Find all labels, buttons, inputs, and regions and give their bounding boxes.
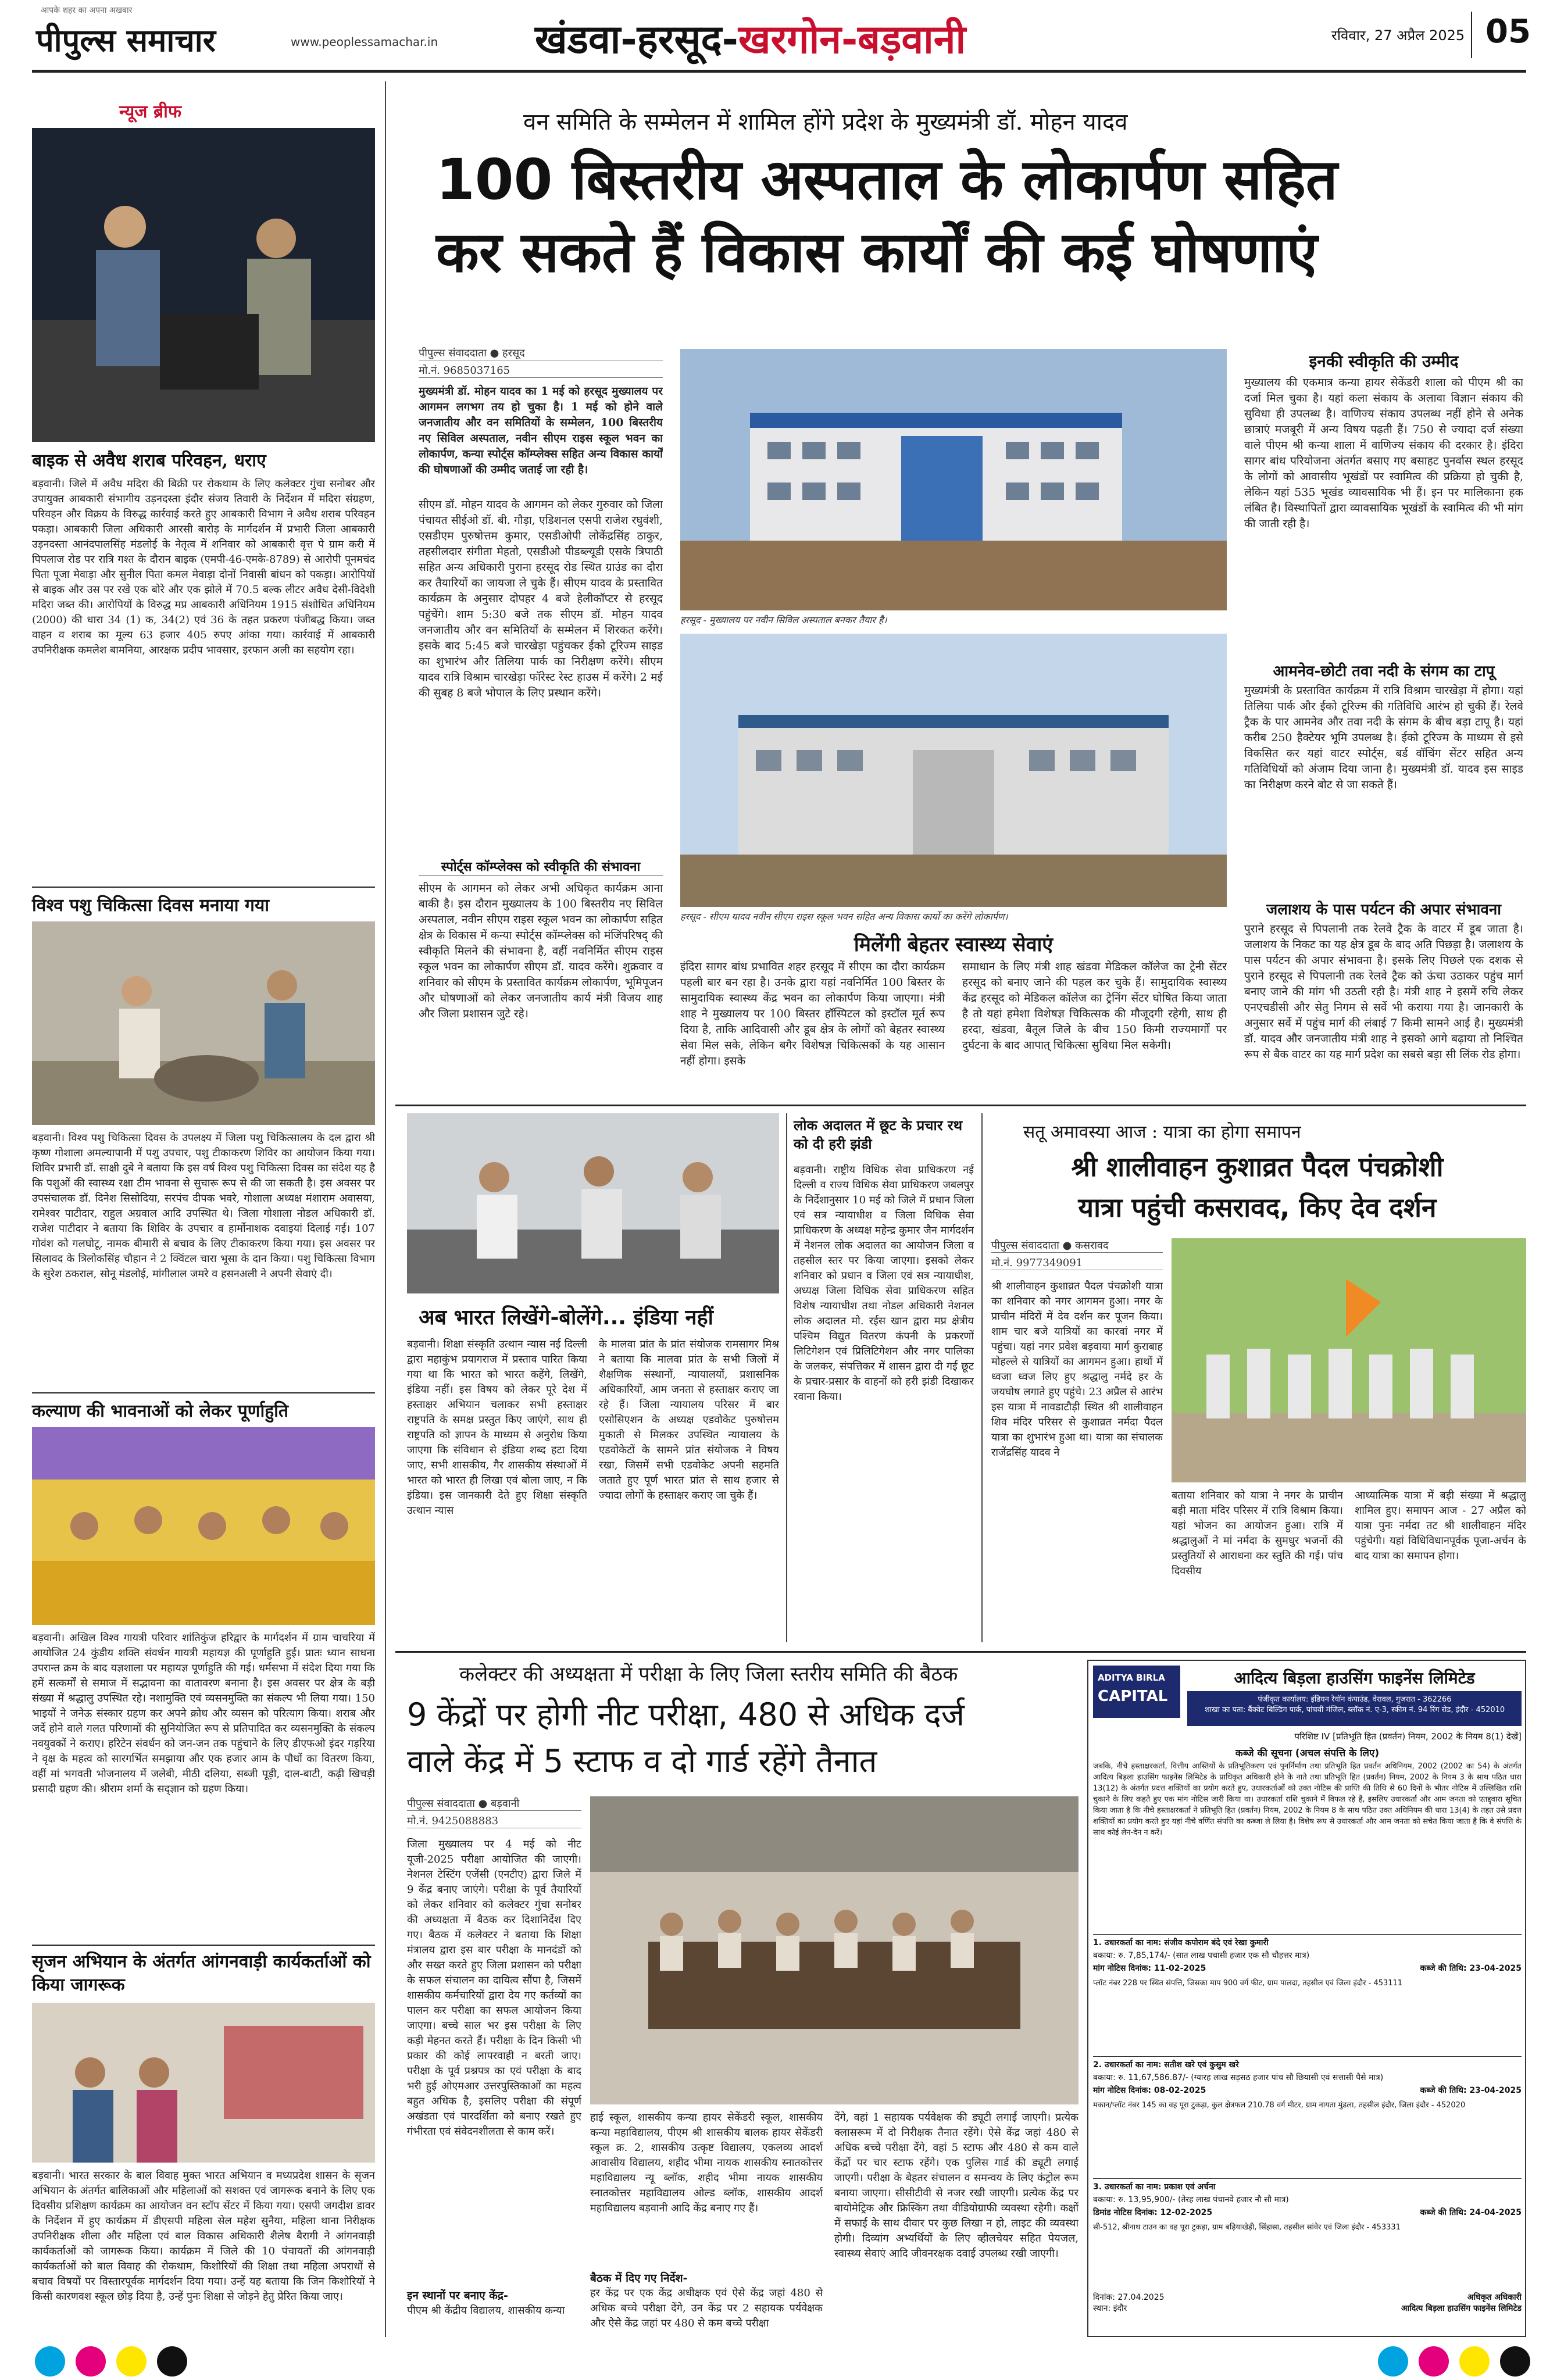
- neet-mobile: मो.नं. 9425088883: [407, 1814, 581, 1828]
- right-subhead-2: आमनेव-छोटी तवा नदी के संगम का टापू: [1273, 663, 1495, 680]
- right-body-3: पुराने हरसूद से पिपलानी तक रेलवे ट्रैक के वाटर में डूब जाता है। जलाशय के निकट का यह क्षेत्र डूब के बाद अति पिछड़ा है। जलाशय के पास पर्यटन की अपार संभावना है। इसके लिए पिछले एक दशक से पुराने हरसूद से पिपलानी तक रेलवे ट्रैक को ऊंचा उठाकर पहुंच मार्ग बनाए जाने की मांग भी उठती रही है। मंत्री शाह ने इसमें रुचि लेकर एनएचडीसी और सेतु निगम से सर्वे भी कराया गया है। जानकारी के अनुसार सर्वे में पहुंच मार्ग की लंबाई 7 किमी सामने आई है। मुख्यमंत्री डॉ. यादव और जनजातीय मंत्री शाह ने इसको आगे बढ़ाया तो निश्चित रूप से बैक वाटर का यह मार्ग प्रदेश का सबसे बड़ा सी लिंक रोड होगा।: [1244, 923, 1523, 1061]
- school-photo: [680, 634, 1227, 907]
- yatra-col-1: श्री शालीवाहन कुशाव्रत पैदल पंचक्रोशी यात्रा का शनिवार को नगर आगमन हुआ। नगर के प्राचीन मंदिरों में देव दर्शन कर पूजन किया। शाम चार बजे यात्रियों का कारवां नगर में पहुंचा। यहां नगर प्रवेश बड़वाया मार्ग कुराबाह मोहल्ले से यात्रियों का आगमन हुआ। हाथों में ध्वजा ध्वज लिए हुए श्रद्धालु नर्मदे हर के जयघोष लगाते हुए पहुंचे। 23 अप्रैल से आरंभ इस यात्रा में नावडाटौड़ी स्थित श्री शालीवाहन शिव मंदिर परिसर से कुशाव्रत नर्मदा पैदल यात्रा का शुभारंभ हुआ था। यात्रा का संचालक राजेंद्रसिंह यादव ने: [991, 1280, 1163, 1459]
- magenta-swatch: [76, 2346, 106, 2377]
- ad-entry-1-amount: बकाया: रु. 7,85,174/- (सात लाख पचासी हजार एक सौ चौहत्तर मात्र): [1093, 1951, 1310, 1960]
- neet-headline-2: वाले केंद्र में 5 स्टाफ व दो गार्ड रहेंगे तैनात: [407, 1743, 877, 1779]
- neet-headline-1: 9 केंद्रों पर होगी नीट परीक्षा, 480 से अधिक दर्ज: [407, 1696, 965, 1733]
- aditya-birla-ad: [1087, 1660, 1526, 2337]
- neet-col-1: जिला मुख्यालय पर 4 मई को नीट यूजी-2025 परीक्षा आयोजित की जाएगी। नेशनल टेस्टिंग एजेंसी (एनटीए) द्वारा जिले में 9 केंद्र बनाए जाएंगे। परीक्षा के पूर्व तैयारियों को लेकर शनिवार को कलेक्टर गुंचा सनोबर की अध्यक्षता में बैठक कर दिशानिर्देश दिए गए। बैठक में कलेक्टर ने बताया कि शिक्षा मंत्रालय द्वारा इस बार परीक्षा के मानदंडों को और सख्त करते हुए जिला प्रशासन को परीक्षा के सफल संचालन का दायित्व सौंपा है, जिसमें शासकीय कर्मचारियों द्वारा देय गए कर्तव्यों का पालन कर परीक्षा का सफल आयोजन किया जाएगा। बच्चे साल भर इस परीक्षा के लिए कड़ी मेहनत करते हैं। परीक्षा के दिन किसी भी प्रकार की कोई लापरवाही न बरती जाए। परीक्षा के पूर्व प्रश्नपत्र का एवं परीक्षा के बाद भरी हुई ओएमआर उत्तरपुस्तिकाओं का महत्व बहुत अधिक है, इसलिए परीक्षा की संपूर्ण अखंडता एवं पारदर्शिता को बनाए रखते हुए गंभीरता एवं संवेदनशीलता से काम करें।: [407, 1838, 581, 2138]
- lead-headline-1: 100 बिस्तरीय अस्पताल के लोकार्पण सहित: [436, 147, 1338, 212]
- ad-entry-3-title: 3. उधारकर्ता का नाम: प्रकाश एवं अर्चना: [1093, 2182, 1216, 2192]
- neet-col-1-sub: इन स्थानों पर बनाए केंद्र-: [407, 2289, 508, 2302]
- ad-branch: शाखा का पता: बैंक्वेट बिल्डिंग पार्क, पांचवीं मंजिल, ब्लॉक नं. ए-3, स्कीम नं. 94 रिंग रोड, इंदौर - 452010: [1204, 1706, 1505, 1714]
- yatra-photo: [1172, 1238, 1526, 1482]
- neet-byline: पीपुल्स संवाददाता ● बड़वानी: [407, 1796, 581, 1811]
- bharat-headline: अब भारत लिखेंगे-बोलेंगे... इंडिया नहीं: [419, 1306, 713, 1330]
- lead-mobile: मो.नं. 9685037165: [419, 363, 663, 378]
- ad-entry-1-possession: कब्जे की तिथि: 23-04-2025: [1420, 1964, 1522, 1973]
- ad-address-box: [1187, 1691, 1522, 1726]
- right-body-1: मुख्यालय की एकमात्र कन्या हायर सेकेंडरी शाला को पीएम श्री का दर्जा मिल चुका है। यहां कला संकाय के अलावा विज्ञान संकाय की सुविधा ही उपलब्ध है। वाणिज्य संकाय उपलब्ध नहीं होने से अनेक छात्राएं मजबूरी में अन्य विषय पढ़ती हैं। 750 से ज्यादा दर्ज संख्या वाले पीएम श्री कन्या शाला में वाणिज्य संकाय की दरकार है। इंदिरा सागर बांध परियोजना अंतर्गत बसाए गए बसाहट पुनर्वास स्थल हरसूद के लोगों को आवासीय भूखंडों पर स्वामित्व की प्रक्रिया हो चुकी है, लेकिन यहां 535 भूखंड व्यावसायिक भी हैं। इन पर मालिकाना हक लंबित है। विस्थापितों द्वारा व्यावसायिक भूखंडों के स्वामित्व की भी मांग की जाती रही है।: [1244, 376, 1523, 530]
- masthead-divider: [1471, 12, 1472, 58]
- health-col-1: इंदिरा सागर बांध प्रभावित शहर हरसूद में सीएम का दौरा कार्यक्रम पहली बार बन रहा है। उनके द्वारा यहां नवनिर्मित 100 बिस्तर के सामुदायिक स्वास्थ्य केंद्र भवन का लोकार्पण किया जाएगा। मंत्री शाह ने मुख्यालय पर 100 बिस्तर हॉस्पिटल को इस्टॉल मूर्त रूप दिया है, ताकि आदिवासी और डूब क्षेत्र के लोगों को बेहतर स्वास्थ्य सेवा मिल सके, लेकिन बगैर विशेषज्ञ चिकित्सकों के यह आसान नहीं होगा। इसके: [680, 960, 945, 1067]
- ad-logo-line-1: ADITYA BIRLA: [1098, 1673, 1165, 1683]
- masthead-rule: [32, 70, 1526, 73]
- neet-col-2-tail: हर केंद्र पर एक केंद्र अधीक्षक एवं ऐसे केंद्र जहां 480 से अधिक बच्चे परीक्षा देंगे, उन केंद्र पर 2 सहायक पर्यवेक्षक और ऐसे केंद्र जहां पर 480 से कम बच्चे परीक्षा: [590, 2287, 823, 2329]
- ad-entry-1: [1093, 1934, 1522, 2050]
- section-title-red: खरगोन-बड़वानी: [738, 17, 966, 63]
- ad-entry-3-possession: कब्जे की तिथि: 24-04-2025: [1420, 2208, 1522, 2217]
- section-title: [535, 10, 966, 65]
- ad-entry-3-property: सी-512, श्रीनाथ टाउन का वह पूरा टुकड़ा, ग्राम बड़ियाखेड़ी, सिंहासा, तहसील सांवेर एवं जिला इंदौर - 453331: [1093, 2223, 1401, 2232]
- ad-entry-2-amount: बकाया: रु. 11,67,586.87/- (ग्यारह लाख सड़सठ हजार पांच सौ छियासी एवं सत्तासी पैसे मात्र): [1093, 2073, 1384, 2082]
- ad-notice-title: कब्जे की सूचना (अचल संपत्ति के लिए): [1235, 1748, 1380, 1759]
- brief-2-headline: विश्व पशु चिकित्सा दिवस मनाया गया: [32, 895, 270, 916]
- ad-entry-3: [1093, 2178, 1522, 2283]
- lead-intro: मुख्यमंत्री डॉ. मोहन यादव का 1 मई को हरसूद मुख्यालय पर आगमन लगभग तय हो चुका है। 1 मई को होने वाले जनजातीय और वन समितियों के सम्मेलन, 100 बिस्तरीय नए सिविल अस्पताल, नवीन सीएम राइस स्कूल भवन का लोकार्पण, कन्या स्पोर्ट्स कॉम्प्लेक्स सहित अन्य विकास कार्यों की घोषणाओं की उम्मीद जताई जा रही है।: [419, 385, 663, 476]
- brief-3-photo: [32, 1427, 375, 1625]
- ad-entry-2-demand: मांग नोटिस दिनांक: 08-02-2025: [1093, 2086, 1206, 2095]
- hospital-photo-caption: हरसूद - मुख्यालय पर नवीन सिविल अस्पताल बनकर तैयार है।: [680, 614, 887, 626]
- ad-notice-ref: परिशिष्ट IV [प्रतिभूति हित (प्रवर्तन) नियम, 2002 के नियम 8(1) देखें]: [1294, 1731, 1522, 1742]
- masthead: [0, 0, 1557, 70]
- lead-kicker: वन समिति के सम्मेलन में शामिल होंगे प्रदेश के मुख्यमंत्री डॉ. मोहन यादव: [523, 109, 1128, 135]
- brief-3-rule: [32, 1945, 375, 1946]
- ad-entry-2-possession: कब्जे की तिथि: 23-04-2025: [1420, 2086, 1522, 2095]
- paper-tagline: आपके शहर का अपना अखबार: [41, 6, 133, 15]
- yatra-kicker: सतू अमावस्या आज : यात्रा का होगा समापन: [1023, 1122, 1301, 1142]
- school-photo-caption: हरसूद - सीएम यादव नवीन सीएम राइस स्कूल भवन सहित अन्य विकास कार्यों का करेंगे लोकार्पण।: [680, 911, 1008, 922]
- cyan-swatch: [35, 2346, 65, 2377]
- issue-date: रविवार, 27 अप्रैल 2025: [1331, 27, 1465, 44]
- ad-entry-2: [1093, 2056, 1522, 2172]
- lead-sub-1: स्पोर्ट्स कॉम्प्लेक्स को स्वीकृति की संभावना: [419, 857, 663, 875]
- black-swatch: [157, 2346, 187, 2377]
- neet-col-2: हाई स्कूल, शासकीय कन्या हायर सेकेंडरी स्कूल, शासकीय कन्या महाविद्यालय, पीएम श्री शासकीय बालक हायर सेकेंडरी स्कूल क्र. 2, शासकीय उत्कृष्ट विद्यालय, एकलव्य आदर्श आवासीय विद्यालय, शहीद भीमा नायक शासकीय स्नातकोत्तर महाविद्यालय न्यू ब्लॉक, शहीद भीमा नायक शासकीय स्नातकोत्तर महाविद्यालय ओल्ड ब्लॉक, शासकीय आदर्श महाविद्यालय बड़वानी आदि केंद्र बनाए गए हैं।: [590, 2111, 823, 2214]
- neet-meeting-photo: [590, 1796, 1079, 2104]
- right-body-2: मुख्यमंत्री के प्रस्तावित कार्यक्रम में रात्रि विश्राम चारखेड़ा में होगा। यहां तिलिया पार्क और ईको टूरिज्म की गतिविधि आरंभ हो चुकी हैं। रेलवे ट्रैक के पार आमनेव और तवा नदी के संगम के बीच बड़ा टापू है। यहां करीब 250 हैक्टेयर भूमि उपलब्ध है। ईको टूरिज्म के माध्यम से इसे विकसित कर यहां वाटर स्पोर्ट्स, बर्ड वॉचिंग सेंटर सहित अन्य गतिविधियों को अंजाम दिया जाना है। मुख्यमंत्री डॉ. यादव इस साइड का निरीक्षण करने बोट से जा सकते हैं।: [1244, 684, 1523, 791]
- neet-col-3: देंगे, वहां 1 सहायक पर्यवेक्षक की ड्यूटी लगाई जाएगी। प्रत्येक क्लासरूम में दो निरीक्षक तैनात रहेंगे। ऐसे केंद्र जहां 480 से अधिक बच्चे परीक्षा देंगे, वहां 5 स्टाफ और 480 से कम वाले केंद्रों पर चार स्टाफ रहेंगे। एक पुलिस गार्ड की ड्यूटी लगाई जाएगी। परीक्षा के बेहतर संचालन व समन्वय के लिए कंट्रोल रूम बनाया जाएगा। सीसीटीवी से नजर रखी जाएगी। प्रत्येक केंद्र पर बायोमेट्रिक और फ्रिस्किंग तथा वीडियोग्राफी व्यवस्था रहेगी। कक्षों में सफाई के साथ दीवार पर कुछ लिखा न हो, लाइट की व्यवस्था होगी। दिव्यांग अभ्यर्थियों के लिए व्हीलचेयर सहित पेयजल, स्वास्थ्य सेवाएं आदि जीवनरक्षक दवाई उपलब्ध रखी जाएगी।: [834, 2111, 1079, 2260]
- yellow-swatch: [116, 2346, 147, 2377]
- health-subhead: मिलेंगी बेहतर स्वास्थ्य सेवाएं: [854, 933, 1054, 956]
- lead-bottom-rule: [395, 1105, 1526, 1106]
- brief-1-photo: [32, 128, 375, 442]
- ad-entry-1-demand: मांग नोटिस दिनांक: 11-02-2025: [1093, 1964, 1206, 1973]
- news-brief-column: [32, 81, 375, 2337]
- neet-col-2-sub: बैठक में दिए गए निर्देश-: [590, 2272, 688, 2285]
- lead-headline-2: कर सकते हैं विकास कार्यों की कई घोषणाएं: [436, 220, 1318, 285]
- brief-2-photo: [32, 921, 375, 1125]
- brief-4-headline: सृजन अभियान के अंतर्गत आंगनवाड़ी कार्यकर्ताओं को किया जागरूक: [32, 1952, 371, 1995]
- yatra-headline-1: श्री शालीवाहन कुशाव्रत पैदल पंचक्रोशी: [1071, 1151, 1444, 1182]
- cyan-swatch-right: [1378, 2346, 1408, 2377]
- brief-3-headline: कल्याण की भावनाओं को लेकर पूर्णाहुति: [32, 1401, 289, 1421]
- yatra-byline: पीपुल्स संवाददाता ● कसरावद: [991, 1238, 1163, 1253]
- ad-reg-office: पंजीकृत कार्यालय: इंडियन रेयॉन कंपाउंड, वेरावल, गुजरात - 362266: [1258, 1695, 1452, 1704]
- brief-2-rule: [32, 1392, 375, 1393]
- brief-4-body: बड़वानी। भारत सरकार के बाल विवाह मुक्त भारत अभियान व मध्यप्रदेश शासन के सृजन अभियान के अंतर्गत बालिकाओं और महिलाओं को सशक्त एवं जागरूक बनाने के लिए एक दिवसीय प्रशिक्षण कार्यक्रम का आयोजन वन स्टॉप सेंटर में किया गया। एसपी जगदीश डावर के निर्देशन में हुए कार्यक्रम में डीएसपी महिला सेल महेश सुनैया, महिला थाना निरीक्षक उपनिरीक्षक शीला और महिला एवं बाल विकास अधिकारी शैलेष बैरागी ने आंगनवाड़ी कार्यकर्ताओं को जागरूक किया। कार्यक्रम में जिले की 10 पंचायतों की आंगनवाड़ी कार्यकर्ताओं को बाल विवाह की रोकथाम, किशोरियों की शिक्षा तथा महिला अपराधों से बचाव विषयों पर विस्तारपूर्वक मार्गदर्शन दिया गया। उन्हें यह बताया कि जिन किशोरियों ने किसी कारणवश स्कूल छोड़ दिया है, उन्हें पुनः शिक्षा से जोड़ने हेतु प्रेरित किया जाए।: [32, 2170, 375, 2303]
- ad-signatory: अधिकृत अधिकारी आदित्य बिड़ला हाउसिंग फाइनेंस लिमिटेड: [1401, 2293, 1522, 2313]
- lok-adalat-rule: [786, 1113, 787, 1642]
- paper-name: पीपुल्स समाचार: [36, 22, 216, 59]
- right-subhead-3: जलाशय के पास पर्यटन की अपार संभावना: [1266, 901, 1502, 919]
- neet-top-rule: [395, 1651, 1526, 1653]
- health-col-2: समाधान के लिए मंत्री शाह खंडवा मेडिकल कॉलेज का ट्रेनी सेंटर हरसूद को बनाए जाने की पहल कर चुके हैं। सामुदायिक स्वास्थ्य केंद्र हरसूद को मेडिकल कॉलेज का ट्रेनिंग सेंटर घोषित किया जाता है तो यहां हमेशा विशेषज्ञ चिकित्सक की मौजूदगी रहेगी, साथ ही हरदा, खंडवा, बैतूल जिले के बीच 150 किमी राज्यमार्गों पर दुर्घटना के बाद आपात् चिकित्सा सुविधा मिल सकेगी।: [962, 960, 1227, 1052]
- yatra-col-2: बताया शनिवार को यात्रा ने नगर के प्राचीन बड़ी माता मंदिर परिसर में रात्रि विश्राम किया। यहां भोजन का आयोजन हुआ। रात्रि में श्रद्धालुओं ने मां नर्मदा के सुमधुर भजनों की प्रस्तुतियों से आराधना कर स्तुति की गई। पांच दिवसीय: [1172, 1489, 1343, 1577]
- left-column-rule: [385, 81, 386, 2337]
- neet-kicker: कलेक्टर की अध्यक्षता में परीक्षा के लिए जिला स्तरीय समिति की बैठक: [459, 1663, 958, 1686]
- neet-col-1-tail: पीएम श्री केंद्रीय विद्यालय, शासकीय कन्या: [407, 2304, 565, 2317]
- brief-3-body: बड़वानी। अखिल विश्व गायत्री परिवार शांतिकुंज हरिद्वार के मार्गदर्शन में ग्राम चाचरिया में आयोजित 24 कुंडीय शक्ति संवर्धन गायत्री महायज्ञ की पूर्णाहुति हुई। प्रातः ध्यान साधना उपरान्त क्रम के बाद यज्ञशाला पर महायज्ञ पूर्णाहुति की गई। धर्मसभा में संदेश दिया गया कि हमें सत्कर्मों से समाज में सद्भावना का वातावरण बनाना है। इस अवसर पर क्षेत्र के बड़ी संख्या में श्रद्धालु उपस्थित रहे। नशामुक्ति एवं व्यसनमुक्ति का संकल्प भी लिया गया। 150 भाइयों ने जनेऊ संस्कार ग्रहण कर अपने क्रोध और व्यसन को परित्याग किया। शराब और जर्दे होने वाले गलत परिणामों की सुनियोजित रूप से प्रतिपादित कर व्यसनमुक्ति के संकल्प नवयुवकों ने कराए। हरिटेन संवर्धन को जन-जन तक पहुंचाने के लिए डीएफओ इंदर गड़रिया ने वृक्ष के महत्व को सारगर्भित समझाया और एक हजार आम के पौधों का वितरण किया, वहीं मां भगवती भोजनालय में जलेबी, मीठी दलिया, सब्जी पूड़ी, दाल-बाटी, कढ़ी खिचड़ी प्रसादी ग्रहण की। श्रीराम शर्मा के सद्ज्ञान को ग्रहण किया।: [32, 1632, 375, 1795]
- bharat-col-2: के मालवा प्रांत के प्रांत संयोजक रामसागर मिश्र ने बताया कि मालवा प्रांत के सभी जिलों में शैक्षणिक संस्थानों, न्यायालयों, प्रशासनिक अधिकारियों, आम जनता से हस्ताक्षर कराए जा रहे हैं। जिला न्यायालय परिसर में बार एसोसिएशन के अध्यक्ष एडवोकेट पुरुषोत्तम मुकाती से मिलकर उपस्थित न्यायालय के एडवोकेटों के सामने प्रांत संयोजक ने विषय रखा, जिसमें सभी एडवोकेट अपनी सहमति जताते हुए पूर्ण भारत प्रांत से साथ हजार से ज्यादा लोगों के हस्ताक्षर कराए जा चुके हैं।: [599, 1338, 779, 1502]
- lok-adalat-body: बड़वानी। राष्ट्रीय विधिक सेवा प्राधिकरण नई दिल्ली व राज्य विधिक सेवा प्राधिकरण जबलपुर के निर्देशानुसार 10 मई को जिले में प्रधान जिला एवं सत्र न्यायाधीश व जिला विधिक सेवा प्राधिकरण के अध्यक्ष महेन्द्र कुमार जैन मार्गदर्शन में नेशनल लोक अदालत का आयोजन जिला व तहसील स्तर पर किया जाएगा। इसको लेकर शनिवार को प्रधान व जिला एवं सत्र न्यायाधीश, अध्यक्ष जिला विधिक सेवा प्राधिकरण सहित विशेष न्यायाधीश तथा नोडल अधिकारी नेशनल लोक अदालत मो. रईस खान द्वारा मप्र क्षेत्रीय पश्चिम विद्युत वितरण कंपनी के प्रकरणों लिटिगेशन एवं प्रिलिटिगेशन और नगर पालिका के जलकर, संपत्तिकर में शासन द्वारा दी गई छूट के प्रचार-प्रसार के वाहनों को हरी झंडी दिखाकर रवाना किया।: [794, 1164, 974, 1403]
- ad-entry-2-property: मकान/प्लॉट नंबर 145 का वह पूरा टुकड़ा, कुल क्षेत्रफल 210.78 वर्ग मीटर, ग्राम नायता मुंडला, तहसील इंदौर, जिला इंदौर - 452020: [1093, 2101, 1466, 2110]
- yatra-col-3: आध्यात्मिक यात्रा में बड़ी संख्या में श्रद्धालु शामिल हुए। समापन आज - 27 अप्रैल को यात्रा पुनः नर्मदा तट श्री शालीवाहन मंदिर पहुंचेगी। यहां विधिविधानपूर्वक पूजा-अर्चन के बाद यात्रा का समापन होगा।: [1355, 1489, 1526, 1562]
- brief-1-rule: [32, 887, 375, 888]
- section-title-dark: खंडवा-हरसूद-: [535, 17, 738, 63]
- news-brief-label: न्यूज ब्रीफ: [119, 102, 181, 122]
- bharat-photo: [407, 1113, 779, 1293]
- yatra-headline-2: यात्रा पहुंची कसरावद, किए देव दर्शन: [1078, 1192, 1437, 1223]
- lead-body-2: सीएम के आगमन को लेकर अभी अधिकृत कार्यक्रम आना बाकी है। इस दौरान मुख्यालय के 100 बिस्तरीय नए सिविल अस्पताल, नवीन सीएम राइस स्कूल भवन का लोकार्पण सहित क्षेत्र के विकास में कन्या स्पोर्ट्स कॉम्प्लेक्स को मंजिंपरिषद् की स्वीकृति मिलने की संभावना है, वहीं नवनिर्मित सीएम राइस स्कूल भवन का लोकार्पण सीएम डॉ. यादव करेंगे। शुक्रवार व शनिवार को सीएम के प्रस्तावित कार्यक्रम लोकार्पण, भूमिपूजन और घोषणाओं को लेकर जनजातीय कार्य मंत्री विजय शाह और जिला प्रशासन जुटे रहे।: [419, 882, 663, 1020]
- yatra-mobile: मो.नं. 9977349091: [991, 1256, 1163, 1270]
- yatra-rule: [981, 1113, 983, 1642]
- page-number: 05: [1485, 13, 1531, 51]
- yellow-swatch-right: [1459, 2346, 1490, 2377]
- ad-entry-1-title: 1. उधारकर्ता का नाम: संजीव कपोराम बंदे एवं रेखा कुमारी: [1093, 1938, 1269, 1947]
- magenta-swatch-right: [1419, 2346, 1449, 2377]
- ad-entry-3-amount: बकाया: रु. 13,95,900/- (तेरह लाख पंचानवे हजार नौ सौ मात्र): [1093, 2195, 1289, 2204]
- bharat-col-1: बड़वानी। शिक्षा संस्कृति उत्थान न्यास नई दिल्ली द्वारा महाकुंभ प्रयागराज में प्रस्ताव पारित किया गया था कि भारत को भारत कहेंगे, लिखेंगे, इंडिया नहीं। इस विषय को लेकर पूरे देश में हस्ताक्षर अभियान चलाकर सभी हस्ताक्षर राष्ट्रपति के समक्ष प्रस्तुत किए जाएंगे, साथ ही राष्ट्रपति को ज्ञापन के माध्यम से अनुरोध किया जाएगा कि संविधान से इंडिया शब्द हटा दिया जाए, सभी शासकीय, गैर शासकीय संस्थाओं में भारत को भारत ही लिखा एवं बोला जाए, न कि इंडिया। इस जानकारी देते हुए शिक्षा संस्कृति उत्थान न्यास: [407, 1338, 587, 1517]
- ad-entry-2-title: 2. उधारकर्ता का नाम: सतीश खरे एवं कुसुम खरे: [1093, 2060, 1239, 2070]
- ad-title: आदित्य बिड़ला हाउसिंग फाइनेंस लिमिटेड: [1234, 1668, 1475, 1688]
- hospital-photo: [680, 349, 1227, 610]
- lead-byline: पीपुल्स संवाददाता ● हरसूद: [419, 346, 663, 360]
- website[interactable]: www.peoplessamachar.in: [291, 35, 438, 49]
- ad-logo-line-2: CAPITAL: [1098, 1688, 1168, 1705]
- black-swatch-right: [1500, 2346, 1530, 2377]
- ad-logo-box: [1093, 1666, 1180, 1718]
- ad-place-date: दिनांक: 27.04.2025 स्थान: इंदौर: [1093, 2293, 1165, 2313]
- ad-entry-1-property: प्लॉट नंबर 228 पर स्थित संपत्ति, जिसका माप 900 वर्ग फीट, ग्राम पालदा, तहसील एवं जिला इंदौर - 453111: [1093, 1979, 1403, 1988]
- print-registration-strip: [0, 2343, 1557, 2380]
- brief-1-headline: बाइक से अवैध शराब परिवहन, धराए: [32, 451, 266, 471]
- brief-2-body: बड़वानी। विश्व पशु चिकित्सा दिवस के उपलक्ष्य में जिला पशु चिकित्सालय के दल द्वारा श्री कृष्ण गोशाला अमल्यापानी में पशु उपचार, पशु टीकाकरण शिविर का आयोजन किया गया। शिविर प्रभारी डॉ. साक्षी दुबे ने बताया कि इस वर्ष विश्व पशु चिकित्सा दिवस का संदेश यह है कि पशुओं की स्वास्थ्य रक्षा टीम भावना से सुचारू रूप से की जा सकती है। इस अवसर पर उपसंचालक डॉ. दिनेश सिसोदिया, सरपंच दीपक भवरे, गोशाला अध्यक्ष मंशाराम अवासया, रामेश्वर पाटीदार, राहुल अग्रवाल आदि उपस्थित थे। जिला गोशाला नोडल अधिकारी डॉ. राजेश पाटीदार ने बताया कि शिविर के उपचार व हार्मोनाशक दवाइयां दिलाई गई। 107 गोवंश को गलघोटू, नामक बीमारी से बचाव के लिए टीकाकरण किया गया। इस अवसर पर सिलावद के त्रिलोकसिंह चौहान ने 2 क्विंटल चारा भूसा के दान किया। पशु चिकित्सा विभाग के सुरेश ठकराल, सोनू मंडलोई, मांगीलाल जमरे व हसनअली ने अपनी सेवाएं दी।: [32, 1132, 375, 1280]
- ad-notice-body: जबकि, नीचे हस्ताक्षरकर्ता, वित्तीय आस्तियों के प्रतिभूतिकरण एवं पुनर्निर्माण तथा प्रतिभूति हित प्रवर्तन अधिनियम, 2002 (2002 का 54) के अंतर्गत आदित्य बिड़ला हाउसिंग फाइनेंस लिमिटेड के प्राधिकृत अधिकारी होने के नाते तथा प्रतिभूति हित (प्रवर्तन) नियम, 2002 के नियम 3 के साथ पठित धारा 13(12) के अंतर्गत प्रदत्त शक्तियों का प्रयोग करते हुए, उधारकर्ताओं को उक्त नोटिस की प्राप्ति की तिथि से 60 दिनों के भीतर नोटिस में उल्लिखित राशि चुकाने के लिए कहते हुए एक मांग नोटिस जारी किया था। उधारकर्ता राशि चुकाने में विफल रहे हैं, इसलिए उधारकर्ता और आम जनता को एतद्द्वारा सूचित किया जाता है कि नीचे हस्ताक्षरकर्ता ने प्रतिभूति हित (प्रवर्तन) नियम, 2002 के नियम 8 के साथ पठित उक्त अधिनियम की धारा 13(4) के तहत उसे प्रदत्त शक्तियों का प्रयोग करते हुए यहां नीचे वर्णित संपत्ति का कब्जा ले लिया है। विशेष रूप से उधारकर्ता और आम जनता को सचेत किया जाता है कि वे संपत्ति के साथ कोई लेन-देन न करें।: [1093, 1762, 1522, 1837]
- right-subhead-1: इनकी स्वीकृति की उम्मीद: [1309, 352, 1459, 371]
- lead-story: [395, 81, 1526, 1102]
- ad-entry-3-demand: डिमांड नोटिस दिनांक: 12-02-2025: [1093, 2208, 1213, 2217]
- brief-1-body: बड़वानी। जिले में अवैध मदिरा की बिक्री पर रोकथाम के लिए कलेक्टर गुंचा सनोबर और उपायुक्त आबकारी संभागीय उड़नदस्ता इंदौर संजय तिवारी के निर्देशन में मदिरा संग्रहण, परिवहन और विक्रय के विरुद्ध कार्रवाई करते हुए आबकारी विभाग ने अवैध शराब परिवहन पकड़ा। आबकारी जिला अधिकारी आरसी बारोड़ के मार्गदर्शन में प्रभारी जिला आबकारी उड़नदस्ता आनंदपालसिंह मंडलोई के नेतृत्व में शनिवार को आबकारी वृत्त पे ग्राम करी में पिपलाज रोड पर रात्रि गश्त के दौरान बाइक (एमपी-46-एमके-8789) से आरोपी पूनमचंद पिता पूजा मेवाड़ा और सुनील पिता कमल मेवाड़ा दोनों निवासी बांधन को पकड़ा। आरोपियों से बाइक और उस पर रखे एक बोरे और एक झोले में 70.5 बल्क लीटर अवैध देसी-विदेशी मदिरा जब्त की। आरोपियों के विरुद्ध मप्र आबकारी अधिनियम 1915 संशोधित अधिनियम (2000) की धारा 34 (1) क, 34(2) एवं 36 के तहत प्रकरण पंजीबद्ध किया। जब्त वाहन व शराब का मूल्य 63 हजार 405 रुपए आंका गया। कार्रवाई में आबकारी उपनिरीक्षक कमलेश बामनिया, आरक्षक प्रदीप भावसार, इरफान अली का सहयोग रहा।: [32, 478, 375, 656]
- brief-4-photo: [32, 2003, 375, 2163]
- lok-adalat-headline: लोक अदालत में छूट के प्रचार रथ को दी हरी झंडी: [794, 1117, 963, 1152]
- lead-body-1: सीएम डॉ. मोहन यादव के आगमन को लेकर गुरुवार को जिला पंचायत सीईओ डॉ. बी. गौड़ा, एडिशनल एसपी राजेश रघुवंशी, एसडीएम पुरुषोत्तम कुमार, एसडीओपी लोकेंद्रसिंह ठाकुर, तहसीलदार संगीता मेहतो, एसडीओ पीडब्ल्यूडी एसके त्रिपाठी सहित अन्य अधिकारी पुराना हरसूद रोड स्थित ग्राउंड का दौरा कर तैयारियों का जायजा ले चुके हैं। सीएम यादव के प्रस्तावित कार्यक्रम के अनुसार दोपहर 4 बजे हेलीकॉप्टर से हरसूद पहुंचेंगे। शाम 5:30 बजे तक सीएम डॉ. मोहन यादव जनजातीय और वन समितियों के सम्मेलन में शिरकत करेंगे। इसके बाद 5:45 बजे चारखेड़ा पहुंचकर ईको टूरिज्म साइड का शुभारंभ और तिलिया पार्क का निरीक्षण करेंगे। सीएम यादव रात्रि विश्राम चारखेड़ा फॉरेस्ट रेस्ट हाउस में करेंगे। 2 मई की सुबह 8 बजे भोपाल के लिए प्रस्थान करेंगे।: [419, 498, 663, 699]
